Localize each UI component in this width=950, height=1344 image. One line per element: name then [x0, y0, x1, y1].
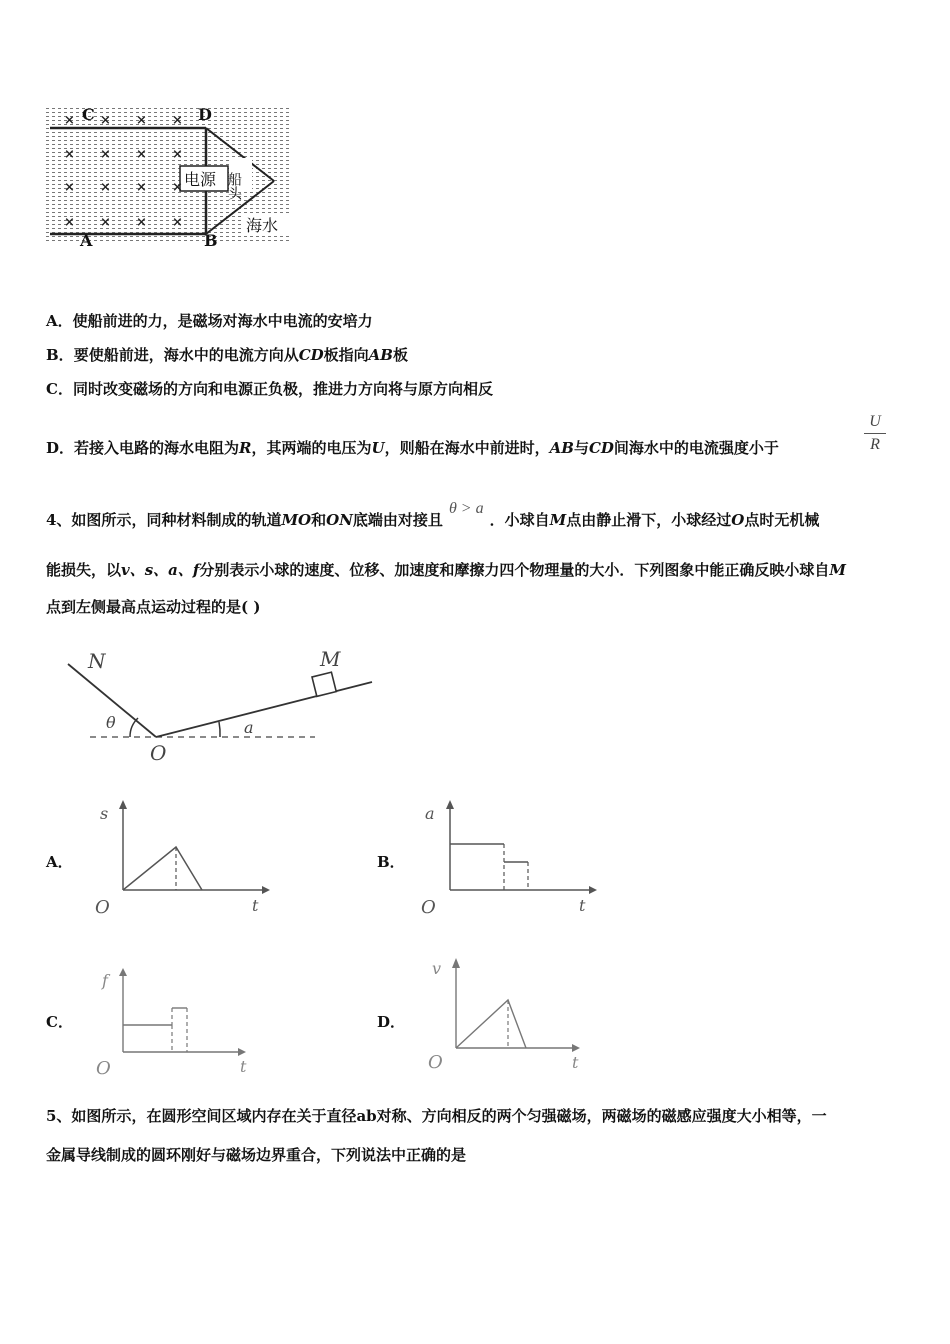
q3-option-d[interactable]: D．若接入电路的海水电阻为R，其两端的电压为U，则船在海水中前进时，AB与CD间海水中的电流强度小于: [46, 439, 779, 457]
power-source-label: 电源: [184, 170, 217, 189]
field-x-mark: ×: [136, 147, 147, 162]
q4-option-b-label[interactable]: B．: [377, 853, 405, 871]
field-x-mark: ×: [100, 180, 111, 195]
field-x-mark: ×: [172, 215, 183, 230]
fraction-denominator: R: [870, 436, 880, 453]
q4-option-c-graph[interactable]: [90, 958, 280, 1078]
v-curve: [456, 1000, 526, 1048]
label-theta: θ: [106, 713, 116, 732]
ship-figure: [40, 100, 300, 250]
q4-line-3: 点到左侧最高点运动过程的是( ): [46, 598, 261, 616]
field-x-mark: ×: [136, 215, 147, 230]
q4-option-d-label[interactable]: D．: [377, 1013, 406, 1031]
label-c: C: [82, 105, 95, 124]
q5-line-1: 5、如图所示，在圆形空间区域内存在关于直径ab对称、方向相反的两个匀强磁场，两磁场的磁感应强度大小相等，一: [46, 1107, 827, 1125]
label-n: N: [88, 649, 106, 673]
q4-option-b-graph[interactable]: [415, 795, 605, 920]
track-mo: [156, 682, 372, 737]
fraction-u-over-r: [864, 412, 886, 455]
svg-text:v: v: [432, 959, 442, 978]
field-x-mark: ×: [100, 147, 111, 162]
svg-text:O: O: [428, 1052, 443, 1073]
q3-option-b[interactable]: B．要使船前进，海水中的电流方向从CD板指向AB板: [46, 346, 409, 364]
angle-condition: θ > a: [448, 500, 484, 517]
fraction-numerator: U: [869, 413, 881, 430]
field-x-mark: ×: [64, 215, 75, 230]
svg-text:t: t: [572, 1053, 579, 1072]
field-x-mark: ×: [64, 147, 75, 162]
q4-option-d-graph[interactable]: [420, 950, 610, 1075]
label-d: D: [198, 105, 212, 124]
label-b: B: [204, 231, 218, 250]
angle-alpha-arc: [219, 722, 220, 737]
svg-text:s: s: [100, 804, 109, 823]
field-x-mark: ×: [64, 180, 75, 195]
field-x-mark: ×: [100, 113, 111, 128]
q4-line-1: 4、如图所示，同种材料制成的轨道MO和ON底端由对接且θ > a．小球自M点由静止滑下，小球经过O点时无机械: [46, 500, 820, 529]
svg-text:O: O: [421, 897, 436, 918]
field-x-mark: ×: [172, 180, 183, 195]
sea-water-label: 海水: [246, 216, 279, 235]
svg-text:t: t: [579, 896, 586, 915]
field-x-mark: ×: [64, 113, 75, 128]
label-alpha: a: [244, 718, 254, 737]
incline-figure: [60, 640, 380, 770]
svg-text:t: t: [240, 1057, 247, 1076]
label-m: M: [320, 647, 341, 671]
svg-text:a: a: [425, 804, 435, 823]
field-x-mark: ×: [136, 113, 147, 128]
q4-option-a-label[interactable]: A．: [46, 853, 73, 871]
q4-line-2: 能损失，以v、s、a、f分别表示小球的速度、位移、加速度和摩擦力四个物理量的大小．下列图象中能正确反映小球自M: [46, 561, 846, 579]
ball-block: [312, 672, 336, 696]
field-x-mark: ×: [172, 147, 183, 162]
field-x-mark: ×: [100, 215, 111, 230]
field-x-mark: ×: [172, 113, 183, 128]
svg-text:O: O: [96, 1058, 111, 1078]
svg-text:O: O: [95, 897, 110, 918]
q3-option-a[interactable]: A．使船前进的力，是磁场对海水中电流的安培力: [46, 312, 373, 330]
label-a: A: [80, 231, 93, 250]
label-o: O: [150, 741, 167, 765]
svg-text:f: f: [102, 971, 108, 990]
q4-option-c-label[interactable]: C．: [46, 1013, 73, 1031]
q5-line-2: 金属导线制成的圆环刚好与磁场边界重合，下列说法中正确的是: [46, 1146, 467, 1164]
s-curve: [123, 847, 202, 890]
field-x-mark: ×: [136, 180, 147, 195]
q4-option-a-graph[interactable]: [90, 795, 280, 920]
bow-label: 船头: [226, 172, 242, 200]
q3-option-c[interactable]: C．同时改变磁场的方向和电源正负极，推进力方向将与原方向相反: [46, 380, 493, 398]
svg-text:t: t: [252, 896, 259, 915]
